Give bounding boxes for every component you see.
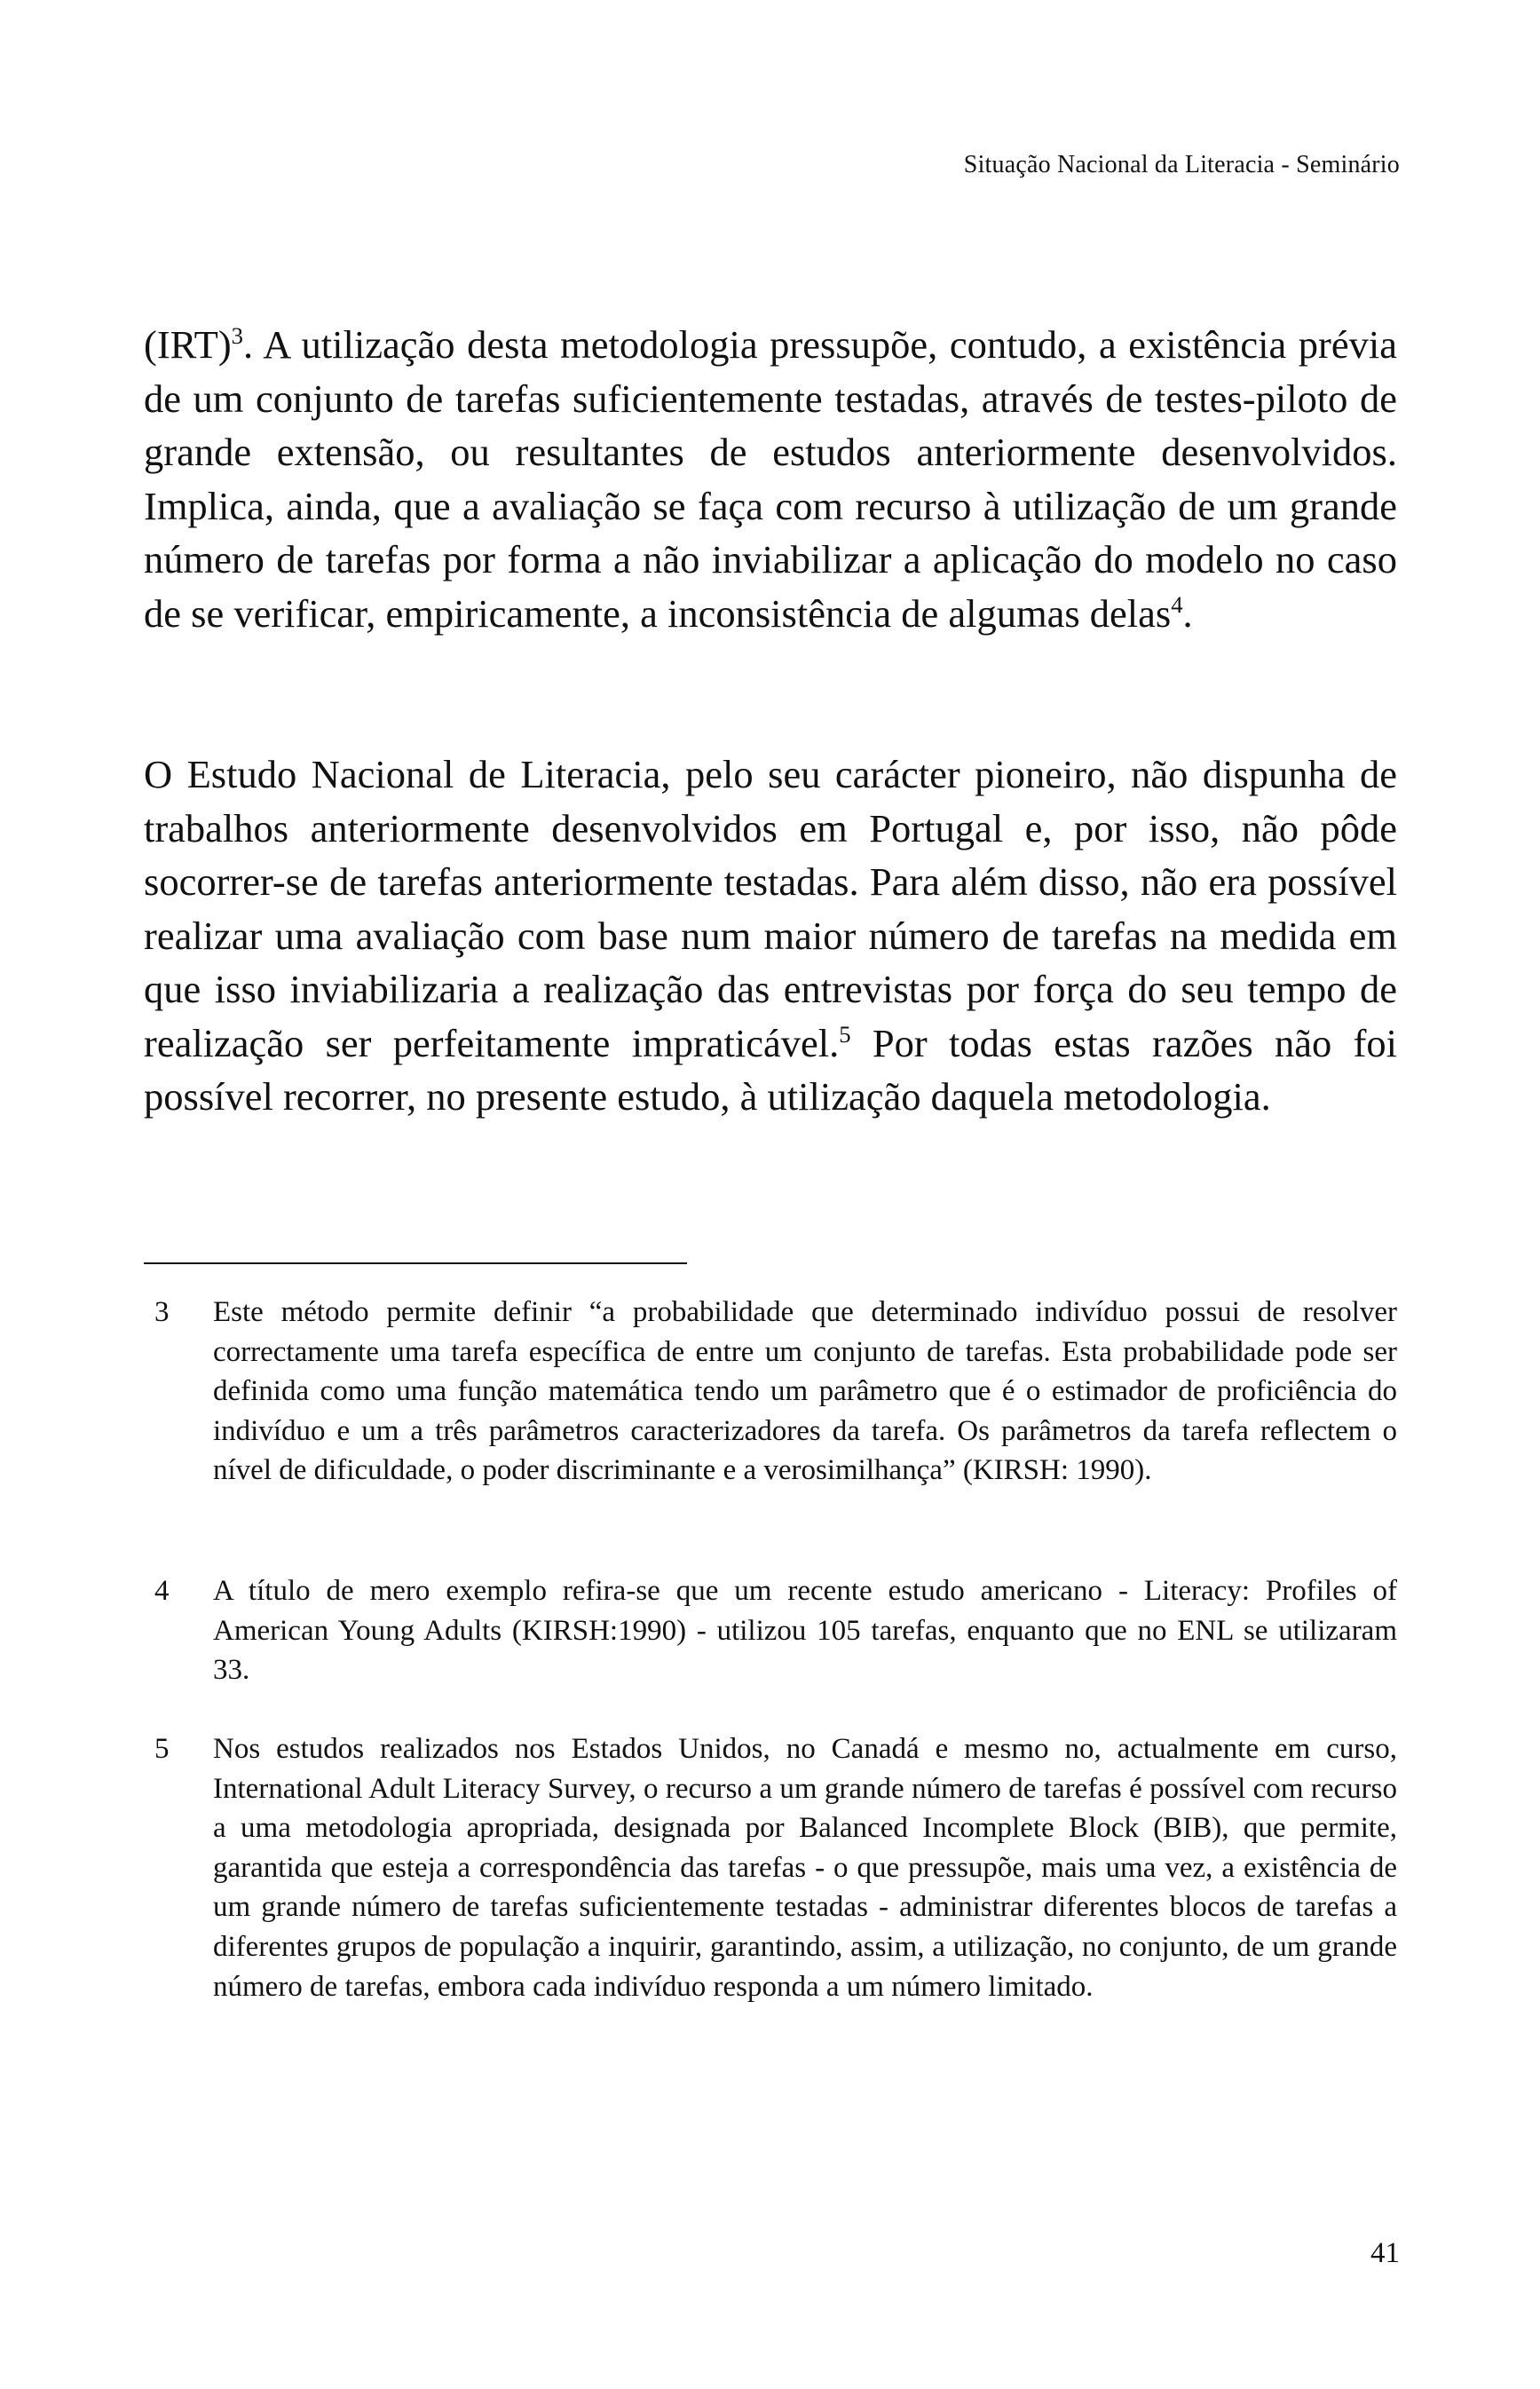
body-paragraph-1	[144, 318, 1397, 640]
footnote-text: Este método permite definir “a probabilidade que determinado indivíduo possui de resolver correctamente uma tarefa específica de entre um conjunto de tarefas. Esta probabilidade pode ser definida como uma função matemática tendo um parâmetro que é o estimador de proficiência do indivíduo e um a três parâmetros caracterizadores da tarefa. Os parâmetros da tarefa reflectem o nível de dificuldade, o poder discriminante e a verosimilhança” (KIRSH: 1990).	[213, 1296, 1397, 1487]
body-paragraph-2	[144, 748, 1397, 1124]
footnote-text: Nos estudos realizados nos Estados Unidos, no Canadá e mesmo no, actualmente em curso, International Adult Literacy Survey, o recurso a um grande número de tarefas é possível com recurso a uma metodologia apropriada, designada por Balanced Incomplete Block (BIB), que permite, garantida que esteja a correspondência das tarefas - o que pressupõe, mais uma vez, a existência de um grande número de tarefas suficientemente testadas - administrar diferentes blocos de tarefas a diferentes grupos de população a inquirir, garantindo, assim, a utilização, no conjunto, de um grande número de tarefas, embora cada indivíduo responda a um número limitado.	[213, 1733, 1397, 2003]
paragraph-text: Por todas estas razões não foi possível recorrer, no presente estudo, à utilização daquela metodologia.	[144, 1020, 1397, 1119]
paragraph-text: O Estudo Nacional de Literacia, pelo seu carácter pioneiro, não dispunha de trabalhos anteriormente desenvolvidos em Portugal e, por isso, não pôde socorrer-se de tarefas anteriormente testadas. Para além disso, não era possível realizar uma avaliação com base num maior número de tarefas na medida em que isso inviabilizaria a realização das entrevistas por força do seu tempo de realização ser perfeitamente impraticável.	[144, 752, 1397, 1065]
running-header: Situação Nacional da Literacia - Seminário	[963, 151, 1400, 178]
paragraph-text: (IRT)	[144, 322, 232, 367]
footnote-number: 3	[154, 1296, 170, 1328]
page-number: 41	[1370, 2237, 1400, 2269]
footnote-5	[144, 1729, 1397, 2006]
footnote-ref-5: 5	[839, 1020, 851, 1048]
paragraph-text: . A utilização desta metodologia pressupõe, contudo, a existência prévia de um conjunto de tarefas suficientemente testadas, através de testes-piloto de grande extensão, ou resultantes de estudos anteriormente desenvolvidos. Implica, ainda, que a avaliação se faça com recurso à utilização de um grande número de tarefas por forma a não inviabilizar a aplicação do modelo no caso de se verificar, empiricamente, a inconsistência de algumas delas	[144, 322, 1397, 636]
footnote-number: 5	[154, 1733, 170, 1765]
footnote-text: A título de mero exemplo refira-se que um recente estudo americano - Literacy: Profiles of American Young Adults (KIRSH:1990) - utilizou 105 tarefas, enquanto que no ENL se utilizaram 33.	[213, 1575, 1397, 1687]
footnote-number: 4	[154, 1575, 170, 1607]
footnote-ref-4: 4	[1171, 590, 1183, 618]
footnote-separator	[144, 1262, 687, 1264]
footnote-4	[144, 1571, 1397, 1690]
footnote-3	[144, 1293, 1397, 1491]
paragraph-text: .	[1182, 590, 1193, 636]
footnote-ref-3: 3	[231, 322, 243, 350]
